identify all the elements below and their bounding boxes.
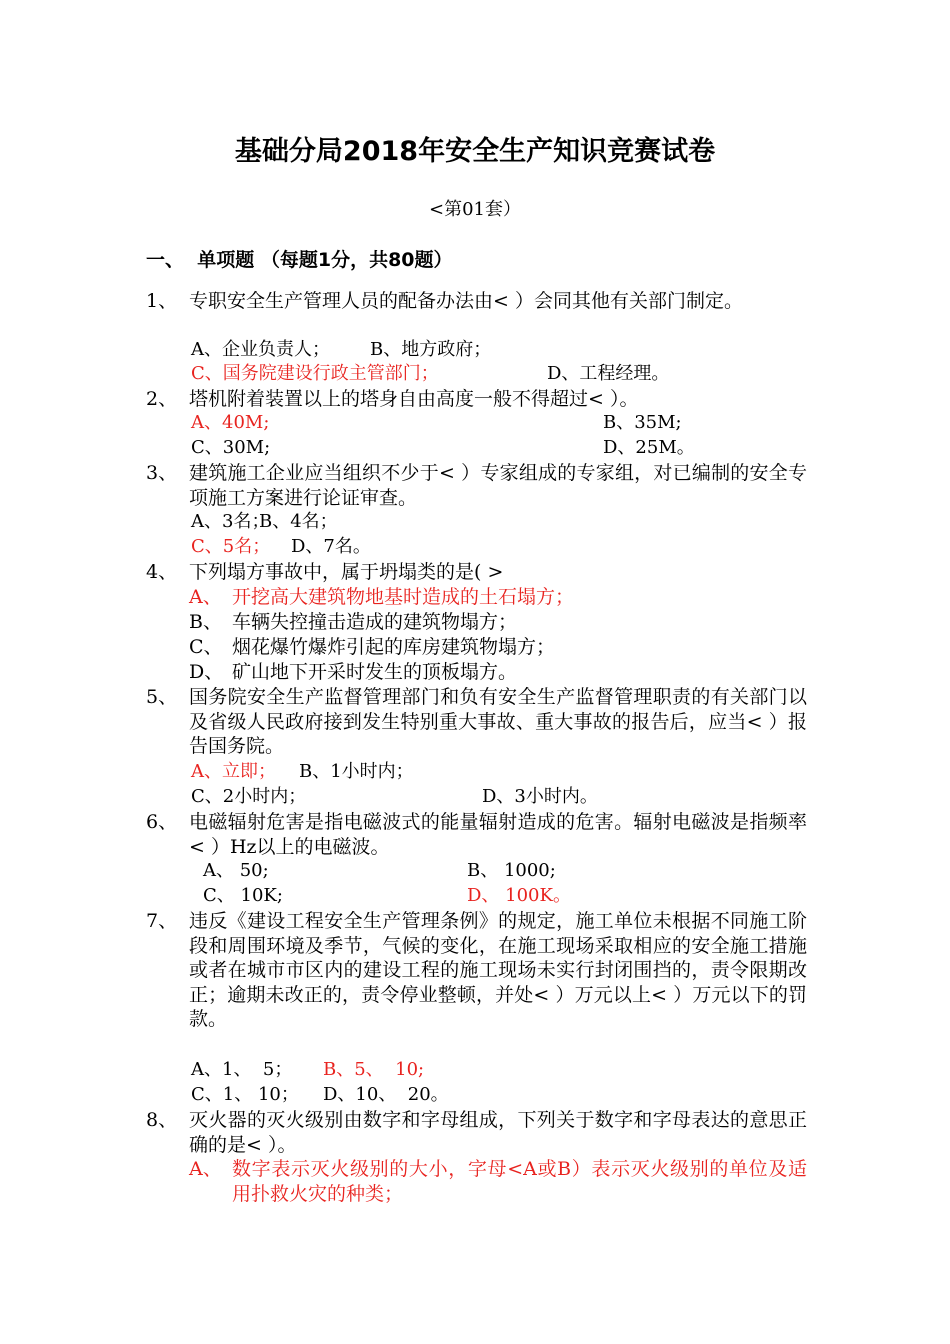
question-stem: 国务院安全生产监督管理部门和负有安全生产监督管理职责的有关部门以及省级人民政府接到发生特别重大事故、重大事故的报告后，应当< ）报告国务院。 bbox=[189, 686, 807, 757]
option-d: 矿山地下开采时发生的顶板塌方。 bbox=[232, 661, 518, 683]
option-b-label: B、 bbox=[189, 611, 222, 633]
option-a-label: A、 bbox=[189, 586, 222, 608]
question-number: 2、 bbox=[146, 388, 178, 410]
option-a: A、 50; bbox=[203, 860, 269, 881]
question-stem: 灭火器的灭火级别由数字和字母组成，下列关于数字和字母表达的意思正确的是< ）。 bbox=[189, 1109, 807, 1156]
option-a: A、3名； bbox=[191, 511, 270, 532]
question-number: 4、 bbox=[146, 561, 178, 583]
option-b-correct: B、5、 10; bbox=[323, 1059, 425, 1080]
option-a: A、1、 5； bbox=[191, 1059, 293, 1080]
option-c: C、30M; bbox=[191, 437, 271, 458]
question-number: 1、 bbox=[146, 290, 178, 312]
option-d: D、10、 20。 bbox=[323, 1084, 449, 1105]
option-b: 车辆失控撞击造成的建筑物塌方； bbox=[232, 611, 518, 633]
option-a: A、企业负责人； bbox=[191, 339, 330, 360]
option-d-label: D、 bbox=[189, 661, 224, 683]
question-number: 6、 bbox=[146, 811, 178, 833]
option-c-label: C、 bbox=[189, 636, 223, 658]
option-b: B、地方政府； bbox=[370, 339, 492, 360]
question-stem: 违反《建设工程安全生产管理条例》的规定，施工单位未根据不同施工阶段和周围环境及季节，气候的变化，在施工现场采取相应的安全施工措施或者在城市市区内的建设工程的施工现场未实行封闭围挡的，责令限期改正；逾期未改正的，责令停业整顿，并处< ）万元以上< ）万元以下的罚款。 bbox=[189, 910, 807, 1030]
option-c-correct: C、5名； bbox=[191, 536, 271, 557]
question-number: 8、 bbox=[146, 1109, 178, 1131]
section-heading: 一、 单项题 （每题1分，共80题） bbox=[146, 249, 453, 271]
option-c-correct: C、国务院建设行政主管部门； bbox=[191, 363, 439, 384]
option-d: D、25M。 bbox=[603, 437, 695, 458]
option-d-correct: D、 100K。 bbox=[467, 885, 571, 906]
option-label: A、 bbox=[189, 1158, 222, 1180]
question-stem: 专职安全生产管理人员的配备办法由< ）会同其他有关部门制定。 bbox=[189, 290, 743, 312]
paper-set-label: <第01套） bbox=[429, 199, 521, 220]
option-d: D、3小时内。 bbox=[482, 786, 598, 807]
page-title: 基础分局2018年安全生产知识竞赛试卷 bbox=[234, 136, 716, 167]
option-a-correct: A、40M; bbox=[191, 412, 270, 433]
option-text: 数字表示灭火级别的大小，字母<A或B）表示灭火级别的单位及适用扑救火灾的种类； bbox=[232, 1158, 807, 1205]
option-a-correct: A、立即； bbox=[191, 761, 276, 782]
question-stem: 建筑施工企业应当组织不少于< ）专家组成的专家组，对已编制的安全专项施工方案进行论证审查。 bbox=[189, 462, 807, 509]
question-stem: 塔机附着装置以上的塔身自由高度一般不得超过< ）。 bbox=[189, 388, 639, 410]
option-b: B、4名； bbox=[259, 511, 338, 532]
option-d: D、7名。 bbox=[291, 536, 371, 557]
option-b: B、1小时内； bbox=[299, 761, 414, 782]
question-number: 5、 bbox=[146, 686, 178, 708]
option-a-correct: 开挖高大建筑物地基时造成的土石塌方； bbox=[232, 586, 575, 608]
option-c: C、 10K; bbox=[203, 885, 283, 906]
option-c: C、1、 10； bbox=[191, 1084, 299, 1105]
option-b: B、 1000; bbox=[467, 860, 556, 881]
question-number: 7、 bbox=[146, 910, 178, 932]
question-number: 3、 bbox=[146, 462, 178, 484]
option-c: C、2小时内； bbox=[191, 786, 307, 807]
option-b: B、35M; bbox=[603, 412, 682, 433]
question-stem: 下列塌方事故中，属于坍塌类的是( > bbox=[189, 561, 504, 583]
option-d: D、工程经理。 bbox=[547, 363, 670, 384]
question-stem: 电磁辐射危害是指电磁波式的能量辐射造成的危害。辐射电磁波是指频率< ）Hz以上的电磁波。 bbox=[189, 811, 807, 858]
option-c: 烟花爆竹爆炸引起的库房建筑物塌方； bbox=[232, 636, 556, 658]
